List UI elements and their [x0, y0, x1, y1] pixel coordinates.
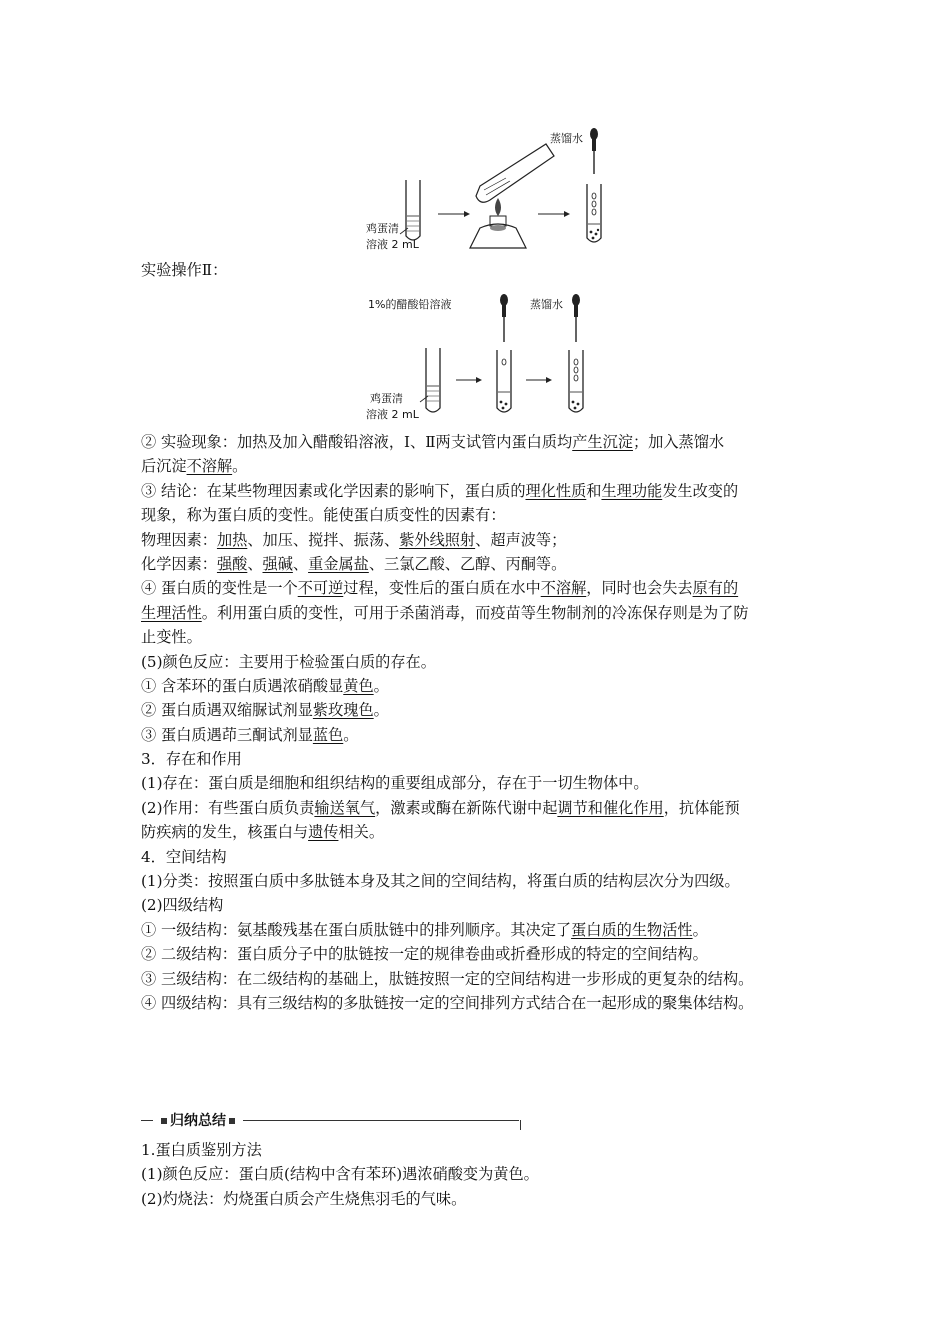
egg-volume-label: 溶液 2 mL	[366, 408, 419, 421]
summary-line: (1)颜色反应：蛋白质(结构中含有苯环)遇浓硝酸变为黄色。	[141, 1165, 539, 1184]
text-line: 物理因素：加热、加压、搅拌、振荡、紫外线照射、超声波等；	[141, 530, 567, 549]
lead-acetate-label: 1%的醋酸铅溶液	[368, 298, 452, 311]
summary-divider-end	[520, 1120, 521, 1130]
text-line: ② 二级结构：蛋白质分子中的肽链按一定的规律卷曲或折叠形成的特定的空间结构。	[141, 945, 708, 964]
distilled-water-label: 蒸馏水	[550, 132, 583, 145]
summary-title: 归纳总结	[153, 1110, 243, 1130]
test-tube-1	[406, 180, 420, 240]
section-heading: 4．空间结构	[141, 847, 227, 866]
test-tube-1	[426, 348, 440, 412]
summary-line: 1.蛋白质鉴别方法	[141, 1141, 262, 1159]
text-line: (1)分类：按照蛋白质中多肽链本身及其之间的空间结构，将蛋白质的结构层次分为四级。	[141, 872, 740, 891]
summary-text	[141, 1138, 813, 1211]
summary-line: (2)灼烧法：灼烧蛋白质会产生烧焦羽毛的气味。	[141, 1189, 467, 1208]
square-bullet-icon	[161, 1118, 167, 1124]
text-line: (1)存在：蛋白质是细胞和组织结构的重要组成部分，存在于一切生物体中。	[141, 774, 649, 793]
lead-acetate-experiment-figure	[360, 290, 600, 430]
text-line: ④ 四级结构：具有三级结构的多肽链按一定的空间排列方式结合在一起形成的聚集体结构。	[141, 993, 754, 1012]
text-line: ④ 蛋白质的变性是一个不可逆过程，变性后的蛋白质在水中不溶解，同时也会失去原有的	[141, 579, 739, 598]
egg-white-label: 鸡蛋清	[366, 222, 399, 235]
text-line: ② 蛋白质遇双缩脲试剂显紫玫瑰色。	[141, 701, 389, 720]
dropper-icon	[500, 294, 508, 342]
square-bullet-icon	[229, 1118, 235, 1124]
distilled-water-label: 蒸馏水	[530, 298, 563, 311]
egg-volume-label: 溶液 2 mL	[366, 238, 419, 251]
text-line: ① 含苯环的蛋白质遇浓硝酸显黄色。	[141, 676, 389, 695]
text-line: 生理活性。利用蛋白质的变性，可用于杀菌消毒，而疫苗等生物制剂的冷冻保存则是为了防	[141, 603, 749, 622]
test-tube-3	[569, 350, 583, 412]
section-heading: 3．存在和作用	[141, 750, 242, 769]
text-line: ① 一级结构：氨基酸残基在蛋白质肽链中的排列顺序。其决定了蛋白质的生物活性。	[141, 920, 708, 939]
text-line: (5)颜色反应：主要用于检验蛋白质的存在。	[141, 652, 436, 671]
dropper-icon	[590, 128, 598, 174]
heating-experiment-figure	[330, 124, 630, 256]
text-line: 止变性。	[141, 628, 202, 647]
text-line: (2)作用：有些蛋白质负责输送氧气，激素或酶在新陈代谢中起调节和催化作用，抗体能预	[141, 798, 740, 817]
egg-white-label: 鸡蛋清	[370, 392, 403, 405]
text-line: ③ 三级结构：在二级结构的基础上，肽链按照一定的空间结构进一步形成的更复杂的结构。	[141, 969, 754, 988]
text-line: 化学因素：强酸、强碱、重金属盐、三氯乙酸、乙醇、丙酮等。	[141, 554, 567, 573]
test-tube-precipitate	[587, 184, 601, 242]
test-tube-2	[497, 350, 511, 412]
text-line: ② 实验现象：加热及加入醋酸铅溶液，Ⅰ、Ⅱ两支试管内蛋白质均产生沉淀；加入蒸馏水	[141, 433, 725, 451]
text-line: 防疾病的发生，核蛋白与遗传相关。	[141, 823, 384, 842]
arrow-icon	[526, 377, 552, 383]
arrow-icon	[438, 211, 470, 217]
main-text	[141, 430, 813, 1015]
op2-heading: 实验操作Ⅱ：	[141, 261, 228, 279]
text-line: ③ 蛋白质遇茚三酮试剂显蓝色。	[141, 725, 359, 744]
summary-header	[141, 1108, 521, 1132]
text-line: (2)四级结构	[141, 896, 224, 915]
text-line: ③ 结论：在某些物理因素或化学因素的影响下，蛋白质的理化性质和生理功能发生改变的	[141, 481, 739, 500]
arrow-icon	[538, 211, 570, 217]
alcohol-lamp-heating	[470, 144, 554, 248]
text-line: 后沉淀不溶解。	[141, 457, 248, 476]
text-line: 现象，称为蛋白质的变性。能使蛋白质变性的因素有：	[141, 506, 506, 525]
dropper-icon	[572, 294, 580, 342]
arrow-icon	[456, 377, 482, 383]
